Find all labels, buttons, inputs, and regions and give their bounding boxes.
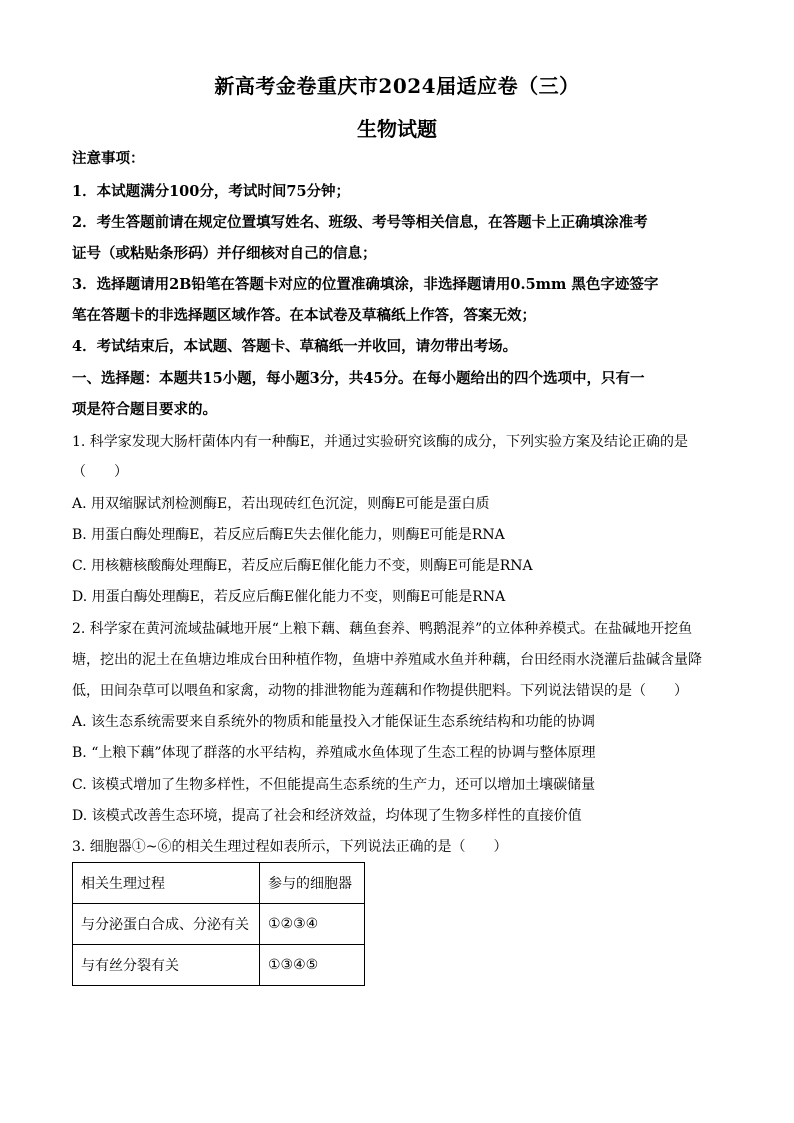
q2-option-a: A. 该生态系统需要来自系统外的物质和能量投入才能保证生态系统结构和功能的协调 (72, 714, 596, 730)
q1-option-c: C. 用核糖核酸酶处理酶E，若反应后酶E催化能力不变，则酶E可能是RNA (72, 558, 533, 574)
notice-line: 笔在答题卡的非选择题区域作答。在本试卷及草稿纸上作答，答案无效； (72, 307, 536, 324)
table-row (73, 904, 365, 945)
q3-stem: 3. 细胞器①~⑥的相关生理过程如表所示，下列说法正确的是（ ） (72, 839, 508, 855)
table-cell: ①②③④ (260, 904, 365, 945)
section-heading: 一、选择题：本题共15小题，每小题3分，共45分。在每小题给出的四个选项中，只有一 (72, 370, 645, 387)
table-row (73, 945, 365, 986)
organelle-table (72, 862, 365, 986)
table-cell: ①③④⑤ (260, 945, 365, 986)
q1-option-b: B. 用蛋白酶处理酶E，若反应后酶E失去催化能力，则酶E可能是RNA (72, 527, 505, 543)
q2-option-d: D. 该模式改善生态环境，提高了社会和经济效益，均体现了生物多样性的直接价值 (72, 808, 582, 824)
table-header-cell: 相关生理过程 (73, 863, 260, 904)
q2-stem: 塘，挖出的泥土在鱼塘边堆成台田种植作物，鱼塘中养殖咸水鱼并种藕，台田经雨水浇灌后盐碱含量降 (72, 652, 702, 668)
section-heading: 项是符合题目要求的。 (72, 401, 217, 418)
notice-line: 2．考生答题前请在规定位置填写姓名、班级、考号等相关信息，在答题卡上正确填涂准考 (72, 214, 648, 231)
table-cell: 与分泌蛋白合成、分泌有关 (73, 904, 260, 945)
page-subtitle: 生物试题 (357, 117, 437, 141)
table-header-row (73, 863, 365, 904)
notice-line: 证号（或粘贴条形码）并仔细核对自己的信息； (72, 245, 377, 262)
q1-stem: 1. 科学家发现大肠杆菌体内有一种酶E，并通过实验研究该酶的成分，下列实验方案及结论正确的是 (72, 434, 689, 450)
q1-option-d: D. 用蛋白酶处理酶E，若反应后酶E催化能力不变，则酶E可能是RNA (72, 589, 506, 605)
q2-option-b: B. “上粮下藕”体现了群落的水平结构，养殖咸水鱼体现了生态工程的协调与整体原理 (72, 745, 596, 761)
table-header-cell: 参与的细胞器 (260, 863, 365, 904)
q2-stem: 2. 科学家在黄河流域盐碱地开展“上粮下藕、藕鱼套养、鸭鹅混养”的立体种养模式。在盐碱地开挖鱼 (72, 621, 693, 637)
notice-line: 1．本试题满分100分，考试时间75分钟； (72, 183, 351, 200)
notice-heading: 注意事项： (72, 150, 145, 167)
q1-stem: （ ） (72, 464, 128, 480)
q2-option-c: C. 该模式增加了生物多样性，不但能提高生态系统的生产力，还可以增加土壤碳储量 (72, 777, 596, 793)
q2-stem: 低，田间杂草可以喂鱼和家禽，动物的排泄物能为莲藕和作物提供肥料。下列说法错误的是（ ） (72, 683, 688, 699)
notice-line: 4．考试结束后，本试题、答题卡、草稿纸一并收回，请勿带出考场。 (72, 338, 518, 355)
notice-line: 3．选择题请用2B铅笔在答题卡对应的位置准确填涂，非选择题请用0.5mm 黑色字迹签字 (72, 276, 659, 293)
table-cell: 与有丝分裂有关 (73, 945, 260, 986)
q1-option-a: A. 用双缩脲试剂检测酶E，若出现砖红色沉淀，则酶E可能是蛋白质 (72, 496, 490, 512)
page-title: 新高考金卷重庆市2024届适应卷（三） (214, 74, 580, 98)
